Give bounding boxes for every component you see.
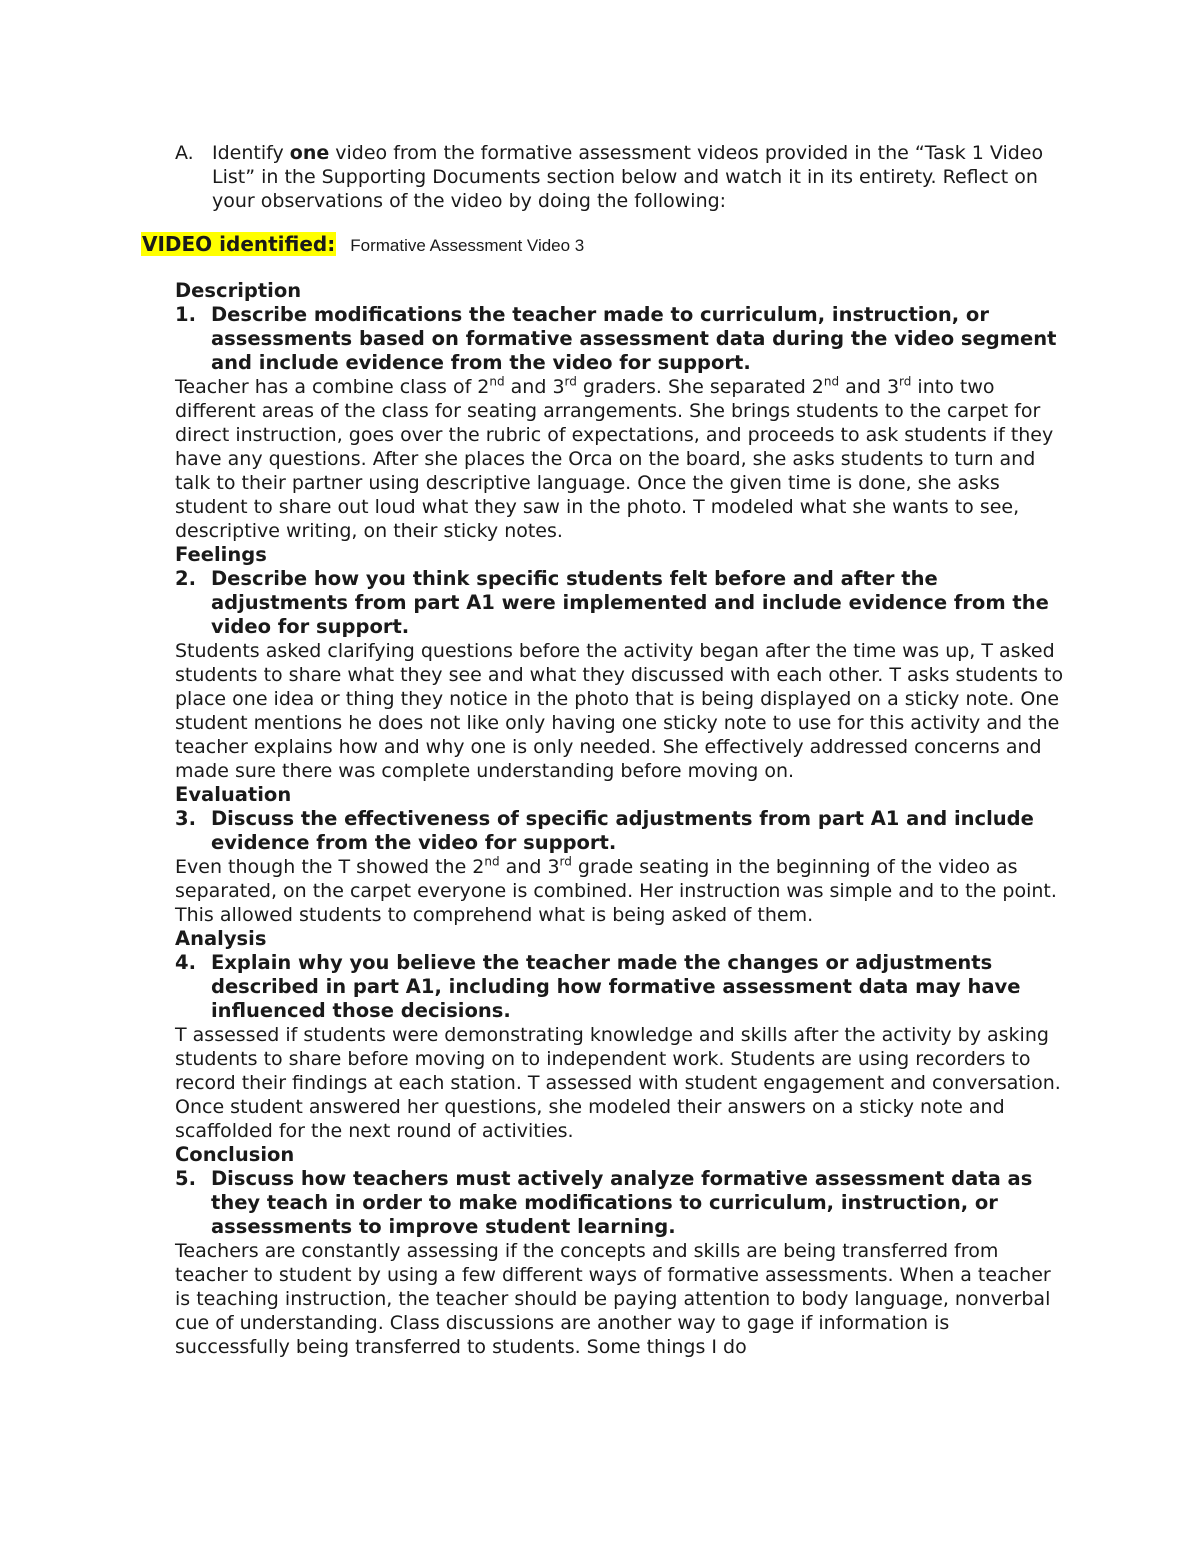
ordinal-suffix: rd	[899, 374, 912, 389]
sections	[175, 279, 1065, 1359]
intro-text-pre: Identify	[212, 142, 290, 164]
ordinal-suffix: nd	[823, 374, 840, 389]
answer-text: and 3	[839, 376, 900, 398]
question-5	[175, 1167, 1065, 1239]
video-identified-label: VIDEO identified:	[142, 232, 336, 256]
question-number: 4.	[175, 951, 196, 974]
section-heading-analysis: Analysis	[175, 927, 267, 950]
section-heading-conclusion: Conclusion	[175, 1143, 295, 1166]
answer-text: and 3	[499, 856, 560, 878]
section-heading-feelings: Feelings	[175, 543, 267, 566]
intro-item	[175, 141, 1065, 213]
intro-text-bold: one	[289, 142, 330, 164]
section-heading-evaluation: Evaluation	[175, 783, 292, 806]
section-heading-description: Description	[175, 279, 302, 302]
question-2	[175, 567, 1065, 639]
question-text: Explain why you believe the teacher made the changes or adjustments described in part A1, including how formative assessment data may have influenced those decisions.	[211, 951, 1021, 1022]
answer-1	[175, 375, 1065, 543]
question-number: 1.	[175, 303, 196, 326]
video-title: Formative Assessment Video 3	[350, 236, 585, 255]
ordinal-suffix: nd	[489, 374, 505, 389]
answer-text: grade seating in the beginning of the video as separated, on the carpet everyone is combined. Her instruction was simple and to the point. This allowed students to comprehend what is being asked of them.	[175, 856, 1057, 926]
question-number: 2.	[175, 567, 196, 590]
answer-text: Teacher has a combine class of 2	[175, 376, 490, 398]
answer-2: Students asked clarifying questions before the activity began after the time was up, T asked students to share what they see and what they discussed with each other. T asks students to place one idea or thing they notice in the photo that is being displayed on a sticky note. One student mentions he does not like only having one sticky note to use for this activity and the teacher explains how and why one is only needed. She effectively addressed concerns and made sure there was complete understanding before moving on.	[175, 640, 1064, 782]
question-3	[175, 807, 1065, 855]
answer-4: T assessed if students were demonstrating knowledge and skills after the activity by asking students to share before moving on to independent work. Students are using recorders to record their findings at each station. T assessed with student engagement and conversation. Once student answered her questions, she modeled their answers on a sticky note and scaffolded for the next round of activities.	[175, 1024, 1061, 1142]
question-number: 5.	[175, 1167, 196, 1190]
question-number: 3.	[175, 807, 196, 830]
answer-3	[175, 855, 1065, 927]
question-4	[175, 951, 1065, 1023]
ordinal-suffix: rd	[559, 854, 572, 869]
answer-5: Teachers are constantly assessing if the concepts and skills are being transferred from teacher to student by using a few different ways of formative assessments. When a teacher is teaching instruction, the teacher should be paying attention to body language, nonverbal cue of understanding. Class discussions are another way to gage if information is successfully being transferred to students. Some things I do	[175, 1240, 1051, 1358]
question-text: Discuss the effectiveness of specific adjustments from part A1 and include evidence from the video for support.	[211, 807, 1034, 854]
intro-marker: A.	[175, 142, 194, 164]
question-text: Describe modifications the teacher made to curriculum, instruction, or assessments based on formative assessment data during the video segment and include evidence from the video for support.	[211, 303, 1057, 374]
ordinal-suffix: rd	[564, 374, 577, 389]
answer-text: and 3	[504, 376, 565, 398]
video-identified-line	[141, 231, 1065, 259]
intro-text-post: video from the formative assessment videos provided in the “Task 1 Video List” in the Supporting Documents section below and watch it in its entirety. Reflect on your observations of the video by doing the following:	[212, 142, 1044, 212]
answer-text: Even though the T showed the 2	[175, 856, 485, 878]
question-text: Describe how you think specific students felt before and after the adjustments from part A1 were implemented and include evidence from the video for support.	[211, 567, 1049, 638]
answer-text: into two different areas of the class for seating arrangements. She brings students to the carpet for direct instruction, goes over the rubric of expectations, and proceeds to ask students if they have any questions. After she places the Orca on the board, she asks students to turn and talk to their partner using descriptive language. Once the given time is done, she asks student to share out loud what they saw in the photo. T modeled what she wants to see, descriptive writing, on their sticky notes.	[175, 376, 1054, 542]
document-page	[142, 141, 1065, 1359]
question-1	[175, 303, 1065, 375]
ordinal-suffix: nd	[484, 854, 500, 869]
answer-text: graders. She separated 2	[576, 376, 824, 398]
question-text: Discuss how teachers must actively analyze formative assessment data as they teach in order to make modifications to curriculum, instruction, or assessments to improve student learning.	[211, 1167, 1033, 1238]
